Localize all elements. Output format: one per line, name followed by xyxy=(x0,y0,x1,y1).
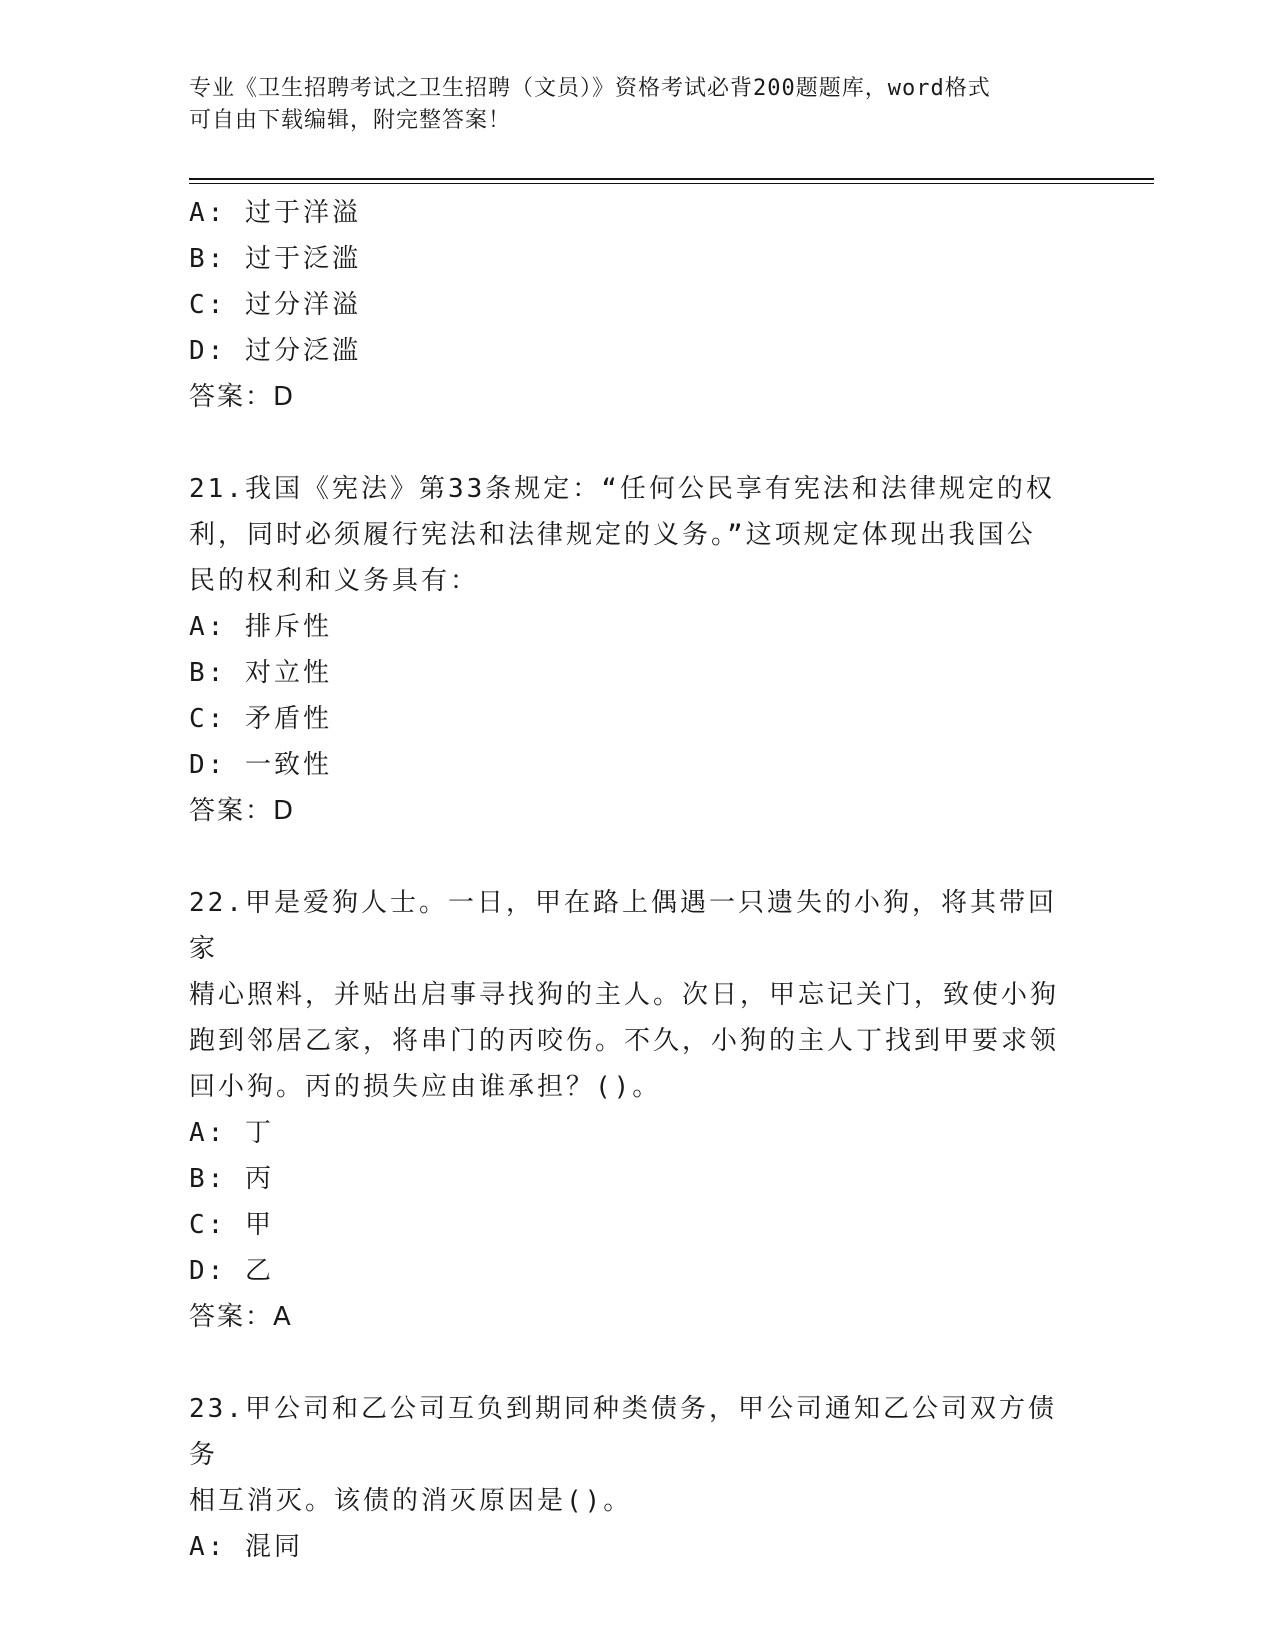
question-stem-line: 22.甲是爱狗人士。一日，甲在路上偶遇一只遗失的小狗，将其带回家 xyxy=(189,888,1057,964)
header-title-line-2: 可自由下载编辑，附完整答案！ xyxy=(189,108,512,133)
option-a: A: 排斥性 xyxy=(189,612,332,642)
option-a: A: 混同 xyxy=(189,1532,303,1562)
question-stem-line: 相互消灭。该债的消灭原因是()。 xyxy=(189,1486,633,1516)
option-c: C: 甲 xyxy=(189,1210,274,1240)
question-stem-line: 利，同时必须履行宪法和法律规定的义务。”这项规定体现出我国公 xyxy=(189,520,1036,550)
answer: 答案：A xyxy=(189,1302,293,1332)
option-b: B: 对立性 xyxy=(189,658,332,688)
spacer xyxy=(189,420,1069,466)
header-divider-thin xyxy=(189,183,1154,184)
question-stem-line: 23.甲公司和乙公司互负到期同种类债务，甲公司通知乙公司双方债务 xyxy=(189,1394,1057,1470)
question-23 xyxy=(189,1386,1069,1570)
answer: 答案：D xyxy=(189,382,296,412)
header-divider xyxy=(189,178,1154,180)
spacer xyxy=(189,1340,1069,1386)
option-c: C: 矛盾性 xyxy=(189,704,332,734)
option-d: D: 过分泛滥 xyxy=(189,336,361,366)
option-b: B: 丙 xyxy=(189,1164,274,1194)
option-b: B: 过于泛滥 xyxy=(189,244,361,274)
header-title-line-1: 专业《卫生招聘考试之卫生招聘（文员）》资格考试必背200题题库，word格式 xyxy=(189,76,991,101)
question-22 xyxy=(189,880,1069,1340)
question-stem-line: 跑到邻居乙家，将串门的丙咬伤。不久，小狗的主人丁找到甲要求领 xyxy=(189,1026,1060,1056)
question-stem-line: 精心照料，并贴出启事寻找狗的主人。次日，甲忘记关门，致使小狗 xyxy=(189,980,1060,1010)
option-d: D: 乙 xyxy=(189,1256,274,1286)
answer: 答案：D xyxy=(189,796,296,826)
question-21 xyxy=(189,466,1069,834)
question-stem-line: 回小狗。丙的损失应由谁承担？()。 xyxy=(189,1072,662,1102)
question-stem-line: 民的权利和义务具有： xyxy=(189,566,480,596)
question-stem-line: 21.我国《宪法》第33条规定：“任何公民享有宪法和法律规定的权 xyxy=(189,474,1055,504)
spacer xyxy=(189,834,1069,880)
question-20 xyxy=(189,190,1069,420)
option-c: C: 过分洋溢 xyxy=(189,290,361,320)
option-a: A: 过于洋溢 xyxy=(189,198,361,228)
option-a: A: 丁 xyxy=(189,1118,274,1148)
option-d: D: 一致性 xyxy=(189,750,332,780)
question-list xyxy=(189,190,1069,1570)
document-header xyxy=(189,73,1069,137)
